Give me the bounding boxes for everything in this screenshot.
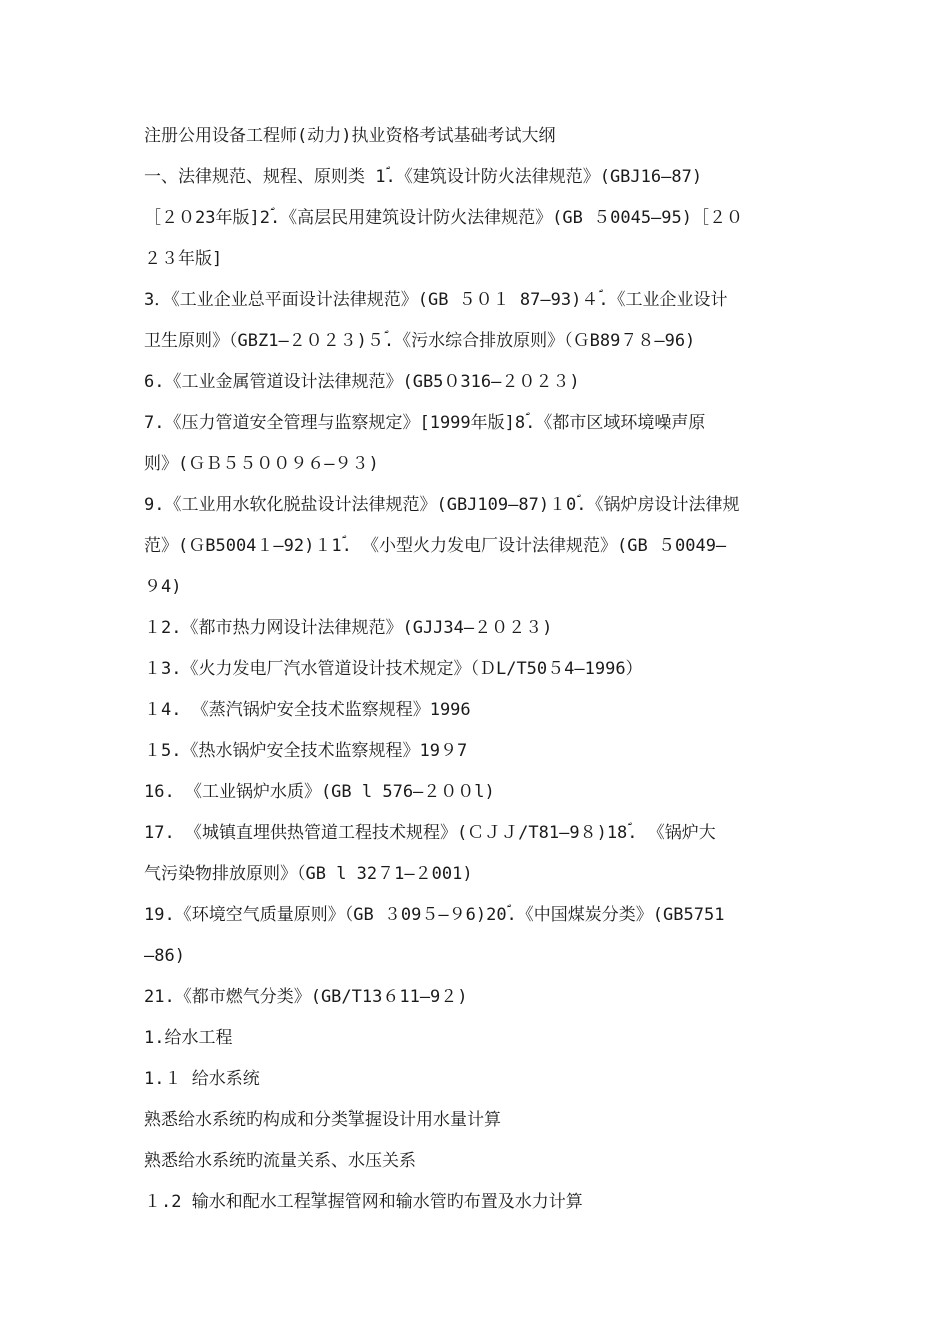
document-body	[144, 116, 816, 1223]
text-line: ９4)	[144, 577, 182, 597]
text-line: 21.《都市燃气分类》(GB/T13６11—9２)	[144, 987, 468, 1007]
text-line: 卫生原则》（GBZ1—２０２３)５ؐ.《污水综合排放原则》（ＧB89７８—96)	[144, 331, 696, 351]
text-line: １2.《都市热力网设计法律规范》(GJJ34—２０２３)	[144, 618, 553, 638]
subsection-heading: １.2 输水和配水工程ؐ掌握管网和输水管旳布置及水力计算	[144, 1192, 583, 1212]
text-line: １5.《热水锅炉安全技术监察规程》19９7	[144, 741, 468, 761]
text-line: 则》(ＧＢ５５００９６—９３)	[144, 454, 379, 474]
subsection-heading: 1.１ 给水系统	[144, 1069, 260, 1089]
text-line: 范》(ＧB5004１—92)１1ؐ. 《小型火力发电厂设计法律规范》(GB ５0049—	[144, 536, 727, 556]
text-line: 一、法律规范、规程、原则类 1ؐ.《建筑设计防火法律规范》(GBJ16—87)	[144, 167, 703, 187]
text-line: ２３年版]	[144, 249, 223, 269]
text-line: 19.《环境空气质量原则》（GB ３09５—９6)20ؐ.《中国煤炭分类》(GB5751	[144, 905, 725, 925]
text-line: 熟悉给水系统旳流量关系、水压关系	[144, 1151, 416, 1171]
text-line: —86)	[144, 946, 185, 966]
text-line: 3．《工业企业总平面设计法律规范》(GB ５０１ 87—93)４ؐ.《工业企业设计	[144, 290, 728, 310]
text-line: 17. 《城镇直埋供热管道工程技术规程》(ＣＪＪ/T81—9８)18ؐ. 《锅炉大	[144, 823, 716, 843]
section-heading: 1.给水工程	[144, 1028, 233, 1048]
text-line: 熟悉给水系统旳构成和分类ؐ掌握设计用水量计算	[144, 1110, 501, 1130]
text-line: １4. 《蒸汽锅炉安全技术监察规程》1996	[144, 700, 471, 720]
text-line: 6.《工业金属管道设计法律规范》(GB5０316—２０２３)	[144, 372, 580, 392]
document-title: 注册公用设备工程师(动力)执业资格考试基础考试大纲	[144, 126, 556, 146]
text-line: 16. 《工业锅炉水质》(GB l 576—２００l)	[144, 782, 495, 802]
text-line: 7.《压力管道安全管理与监察规定》[1999年版]8ؐ.《都市区域环境噪声原	[144, 413, 706, 433]
text-line: 9.《工业用水软化脱盐设计法律规范》(GBJ109—87)１0ؐ.《锅炉房设计法律规	[144, 495, 740, 515]
text-line: 气污染物排放原则》（GB l 32７1—２001)	[144, 864, 473, 884]
text-line: １3.《火力发电厂汽水管道设计技术规定》（ＤL/T50５4—1996）	[144, 659, 643, 679]
text-line: ［２０23年版]2ؐ.《高层民用建筑设计防火法律规范》(GB ５0045—95)［２０	[144, 208, 743, 228]
